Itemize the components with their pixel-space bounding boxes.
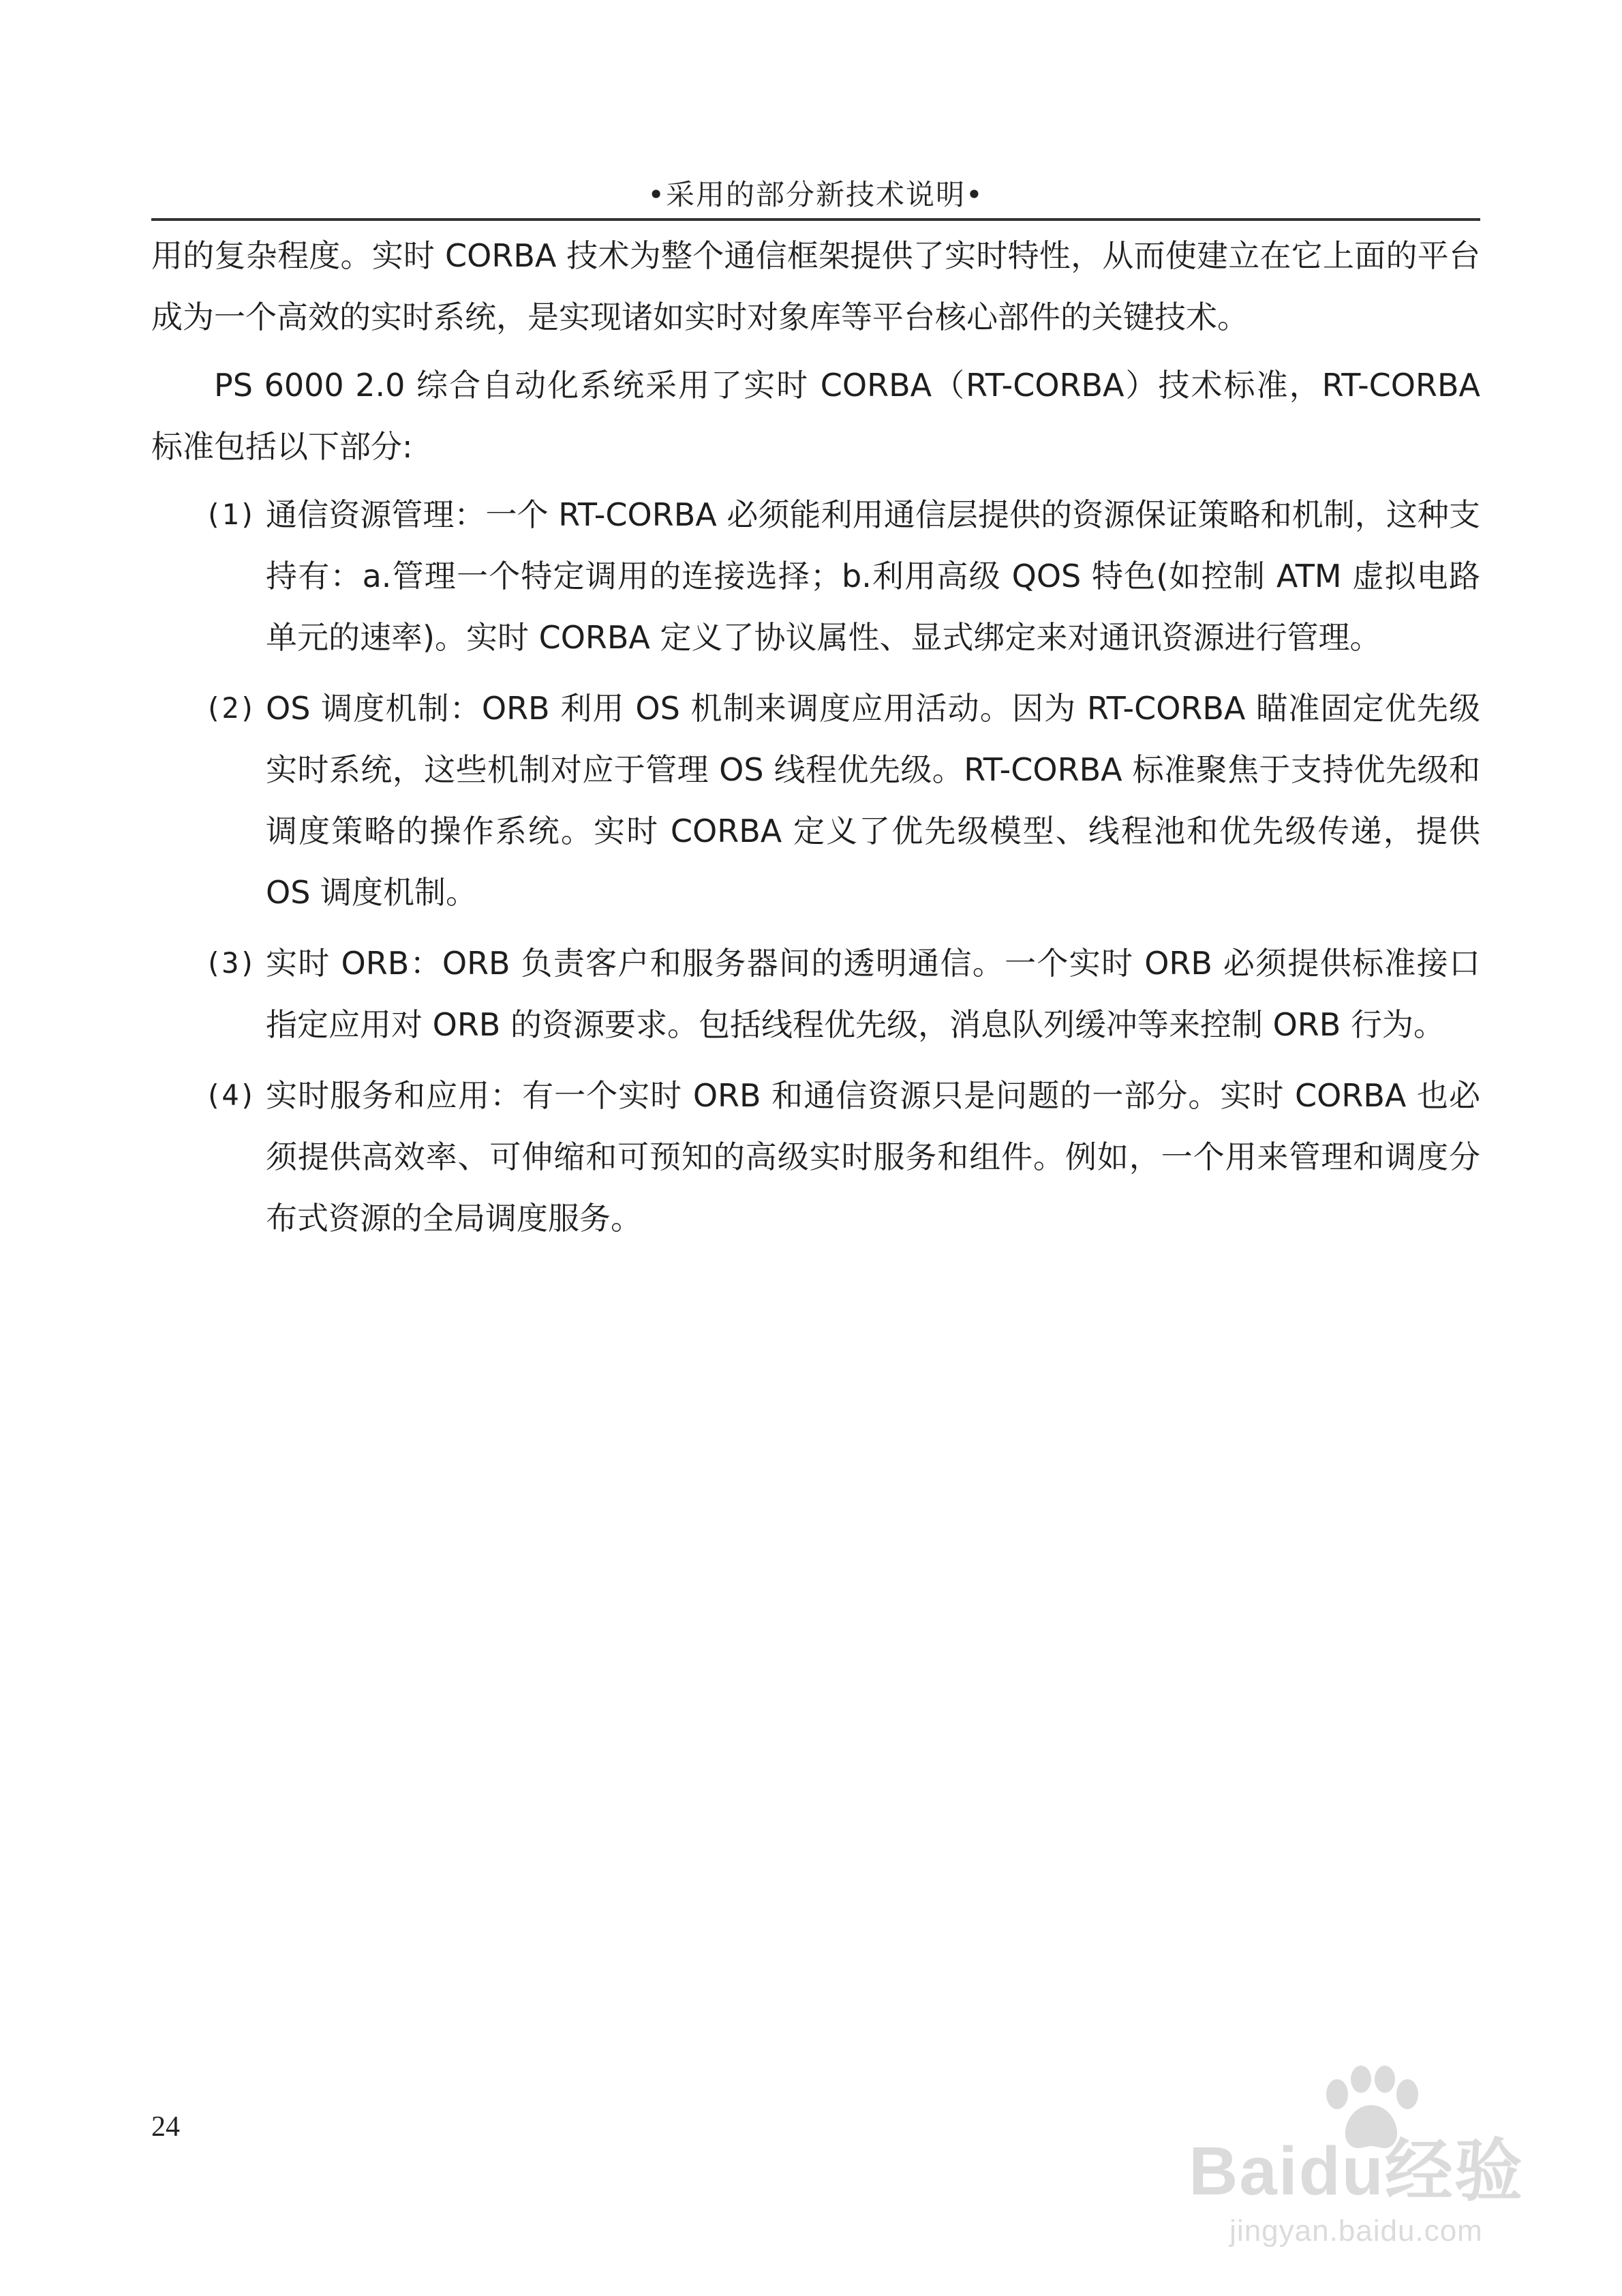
list-item-number: (2): [204, 691, 256, 725]
list-item: [151, 678, 1480, 923]
header-rule: [151, 218, 1480, 221]
paragraph-continuation: 用的复杂程度。实时 CORBA 技术为整个通信框架提供了实时特性，从而使建立在它上面的平台成为一个高效的实时系统，是实现诸如实时对象库等平台核心部件的关键技术。: [151, 237, 1480, 335]
list-item: [151, 1065, 1480, 1249]
list-item: [151, 933, 1480, 1055]
body-text: [151, 225, 1480, 1258]
list-item-number: (3): [204, 946, 256, 980]
paragraph-intro: PS 6000 2.0 综合自动化系统采用了实时 CORBA（RT-CORBA）技术标准，RT-CORBA 标准包括以下部分:: [151, 367, 1480, 465]
list-item-text: OS 调度机制：ORB 利用 OS 机制来调度应用活动。因为 RT-CORBA 瞄准固定优先级实时系统，这些机制对应于管理 OS 线程优先级。RT-CORBA 标准聚焦于支持优先级和调度策略的操作系统。实时 CORBA 定义了优先级模型、线程池和优先级传递，提供 OS 调度机制。: [266, 690, 1480, 911]
standard-parts-list: [151, 484, 1480, 1249]
page-number: 24: [151, 2111, 180, 2143]
baidu-watermark: [1152, 2066, 1561, 2250]
list-item-text: 实时 ORB：ORB 负责客户和服务器间的透明通信。一个实时 ORB 必须提供标准接口指定应用对 ORB 的资源要求。包括线程优先级，消息队列缓冲等来控制 ORB 行为。: [266, 945, 1480, 1043]
running-header: •采用的部分新技术说明•: [647, 178, 984, 211]
watermark-brand: Baidu经验: [1189, 2133, 1524, 2209]
list-item-number: (1): [204, 498, 256, 531]
list-item: [151, 484, 1480, 668]
list-item-text: 通信资源管理：一个 RT-CORBA 必须能利用通信层提供的资源保证策略和机制，这种支持有：a.管理一个特定调用的连接选择；b.利用高级 QOS 特色(如控制 ATM 虚拟电路单元的速率)。实时 CORBA 定义了协议属性、显式绑定来对通讯资源进行管理。: [266, 496, 1480, 656]
list-item-text: 实时服务和应用：有一个实时 ORB 和通信资源只是问题的一部分。实时 CORBA 也必须提供高效率、可伸缩和可预知的高级实时服务和组件。例如，一个用来管理和调度分布式资源的全局调度服务。: [266, 1077, 1480, 1237]
watermark-url: jingyan.baidu.com: [1229, 2214, 1483, 2248]
list-item-number: (4): [204, 1078, 256, 1112]
